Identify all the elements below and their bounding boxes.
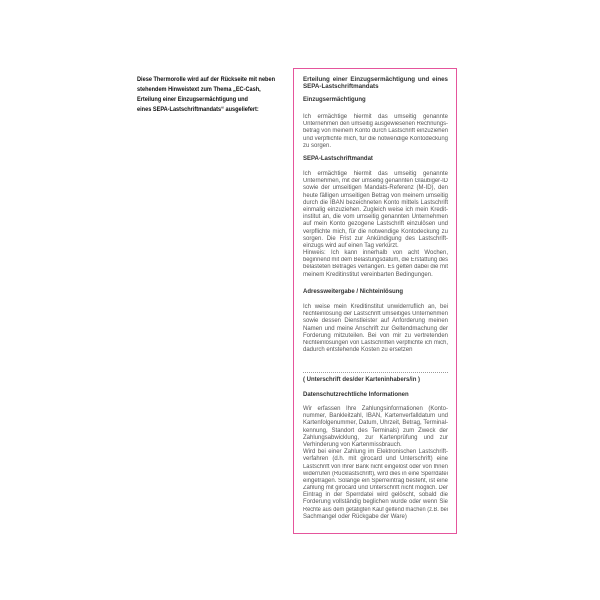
text-line-content: auf mein Konto gezogene Lastschrift einzulösen und: [303, 221, 448, 228]
text-line-content: Nichteinlösung der Lastschrift umseitiges Unternehmen: [303, 311, 448, 318]
text-line-content: Unternehmen, mit der umseitig genannten Gläubiger-ID: [303, 178, 448, 185]
text-line: [303, 236, 448, 243]
text-line-content: heute fälligen umseitigen Betrag von meinem umseitig: [303, 192, 448, 199]
text-line-content: nummer, Bankleitzahl, IBAN, Kartenverfalldatum und: [303, 413, 448, 420]
text-line: [303, 229, 448, 236]
text-line-content: einzugs wird auf einen Tag verkürzt.: [303, 242, 399, 249]
text-line-content: sorgen. Die Frist zur Ankündigung des Lastschrift-: [303, 235, 448, 242]
text-line-content: zu sorgen.: [303, 142, 332, 149]
text-line-content: Hinweis: Ich kann innerhalb von acht Wochen,: [303, 250, 448, 257]
text-line: [303, 264, 448, 271]
paragraph-datenschutz: [303, 406, 448, 521]
text-line: [303, 304, 448, 311]
text-line-content: sowie dessen Dienstleister auf Anforderung meinen: [303, 318, 448, 325]
text-line: [137, 95, 275, 105]
text-line-content: meinem Kreditinstitut vereinbarten Bedingungen.: [303, 271, 433, 278]
text-line-content: Diese Thermorolle wird auf der Rückseite mit neben: [137, 76, 275, 83]
text-line: [303, 507, 448, 514]
text-line: [303, 272, 448, 279]
text-line-content: verpflichte mich, für die notwendige Kontodeckung zu: [303, 228, 448, 235]
text-line: [303, 171, 448, 178]
heading-datenschutz: Datenschutzrechtliche Informationen: [303, 392, 409, 398]
text-line-content: betrag von meinem Konto durch Lastschrift einzuziehen: [303, 128, 448, 135]
text-line: [303, 136, 448, 143]
text-line: [303, 449, 448, 456]
text-line-content: Zahlungsabwicklung, zur Kartenprüfung und zur: [303, 434, 448, 441]
text-line-content: Sachmangel oder Rückgabe der Ware): [303, 513, 407, 520]
paragraph-sepa-lastschriftmandat: [303, 171, 448, 279]
text-line: [303, 76, 448, 83]
text-line: [303, 143, 448, 150]
text-line: [303, 257, 448, 264]
text-line-content: Namen und meine Anschrift zur Geltendmachung der: [303, 325, 448, 332]
text-line: [303, 121, 448, 128]
text-line-content: sowie der umseitigen Mandats-Referenz (M-ID), den: [303, 185, 448, 192]
text-line: [303, 456, 448, 463]
text-line: [303, 340, 448, 347]
text-line-content: dadurch entstehende Kosten zu ersetzen: [303, 347, 413, 354]
text-line-content: und verpflichte mich, für die notwendige Kontodeckung: [303, 135, 448, 142]
text-line: [303, 83, 448, 90]
text-line: [303, 318, 448, 325]
text-line-content: verfahren (d.h. mit girocard und Unterschrift) eine: [303, 456, 448, 463]
text-line-content: Erteilung einer Einzugsermächtigung und eines: [303, 76, 448, 83]
signature-label: ( Unterschrift des/der Karteninhabers/in ): [303, 377, 421, 383]
text-line: [303, 428, 448, 435]
text-line: [303, 420, 448, 427]
text-line-content: belasteten Betrages verlangen. Es gelten dabei die mit: [303, 264, 448, 271]
text-line-content: Ich ermächtige hiermit das umseitig genannte: [303, 171, 448, 177]
text-line: [303, 471, 448, 478]
text-line-content: Ich weise mein Kreditinstitut unwiderruflich an, bei: [303, 304, 448, 310]
text-line: [303, 207, 448, 214]
text-line: [303, 442, 448, 449]
text-line: [303, 406, 448, 413]
text-line: [303, 114, 448, 121]
text-line: [303, 478, 448, 485]
text-line-content: stehendem Hinweistext zum Thema „EC-Cash,: [137, 86, 261, 93]
text-line: [303, 514, 448, 521]
heading-adressweitergabe: Adressweitergabe / Nichteinlösung: [303, 289, 404, 295]
text-line-content: Lastschrift von Ihrer Bank nicht eingelöst oder von Ihnen: [303, 463, 448, 470]
text-line: [303, 499, 448, 506]
intro-note: [137, 75, 275, 115]
receipt-title: [303, 76, 448, 90]
text-line: [303, 311, 448, 318]
text-line-content: Forderung vollständig beglichen wurde oder wenn Sie: [303, 499, 448, 506]
text-line: [303, 200, 448, 207]
text-line: [137, 85, 275, 95]
signature-line: [303, 372, 448, 373]
text-line: [303, 333, 448, 340]
text-line-content: einmalig einzuziehen. Zugleich weise ich mein Kredit-: [303, 206, 448, 213]
text-line-content: durch die IBAN bezeichneten Konto mittels Lastschrift: [303, 199, 448, 206]
text-line-content: Wir erfassen Ihre Zahlungsinformationen (Konto-: [303, 406, 448, 412]
text-line: [303, 413, 448, 420]
text-line: [303, 214, 448, 221]
text-line: [303, 326, 448, 333]
text-line: [303, 464, 448, 471]
paragraph-adressweitergabe: [303, 304, 448, 354]
text-line-content: institut an, die vom umseitig genannten Unternehmen: [303, 214, 448, 221]
text-line: [303, 185, 448, 192]
text-line-content: Verhinderung von Kartenmissbrauch.: [303, 441, 402, 448]
text-line-content: eingetragen. Solange ein Sperreintrag besteht, ist eine: [303, 477, 448, 484]
heading-sepa-lastschriftmandat: SEPA-Lastschriftmandat: [303, 156, 373, 162]
text-line: [137, 105, 275, 115]
text-line-content: Nichteinlösungen von Lastschriften verpflichte ich mich,: [303, 339, 448, 346]
paragraph-einzugsermaechtigung: [303, 114, 448, 150]
text-line: [303, 492, 448, 499]
heading-einzugsermaechtigung: Einzugsermächtigung: [303, 97, 366, 103]
text-line-content: Rechte aus dem getätigten Kauf geltend machen (z.B. bei: [303, 506, 448, 513]
text-line-content: Forderung mitzuteilen. Bei von mir zu vertretenden: [303, 332, 448, 339]
text-line-content: Kartenfolgenummer, Datum, Uhrzeit, Betrag, Terminal-: [303, 420, 448, 427]
text-line-content: eines SEPA-Lastschriftmandats“ ausgeliefert:: [137, 106, 259, 113]
text-line-content: SEPA-Lastschriftmandats: [303, 83, 379, 91]
text-line-content: Wird bei einer Zahlung im Elektronischen Lastschrift-: [303, 449, 448, 456]
text-line-content: Zahlung mit girocard und Unterschrift nicht möglich. Der: [303, 485, 448, 492]
text-line-content: Eintrag in der Sperrdatei wird gelöscht, sobald die: [303, 492, 448, 499]
text-line: [303, 485, 448, 492]
text-line-content: kennung, Standort des Terminals) zum Zweck der: [303, 427, 448, 434]
text-line-content: beginnend mit dem Belastungsdatum, die Erstattung des: [303, 257, 448, 264]
text-line: [303, 193, 448, 200]
text-line-content: Erteilung einer Einzugsermächtigung und: [137, 96, 248, 103]
text-line: [303, 250, 448, 257]
text-line: [303, 243, 448, 250]
text-line: [303, 178, 448, 185]
text-line: [137, 75, 275, 85]
text-line-content: Ich ermächtige hiermit das umseitig genannte: [303, 114, 448, 120]
text-line: [303, 347, 448, 354]
text-line-content: widerrufen (Rücklastschrift), wird dies in eine Sperrdatei: [303, 470, 448, 477]
text-line: [303, 221, 448, 228]
text-line-content: Unternehmen den umseitig ausgewiesenen Rechnungs-: [303, 121, 448, 128]
text-line: [303, 435, 448, 442]
text-line: [303, 128, 448, 135]
